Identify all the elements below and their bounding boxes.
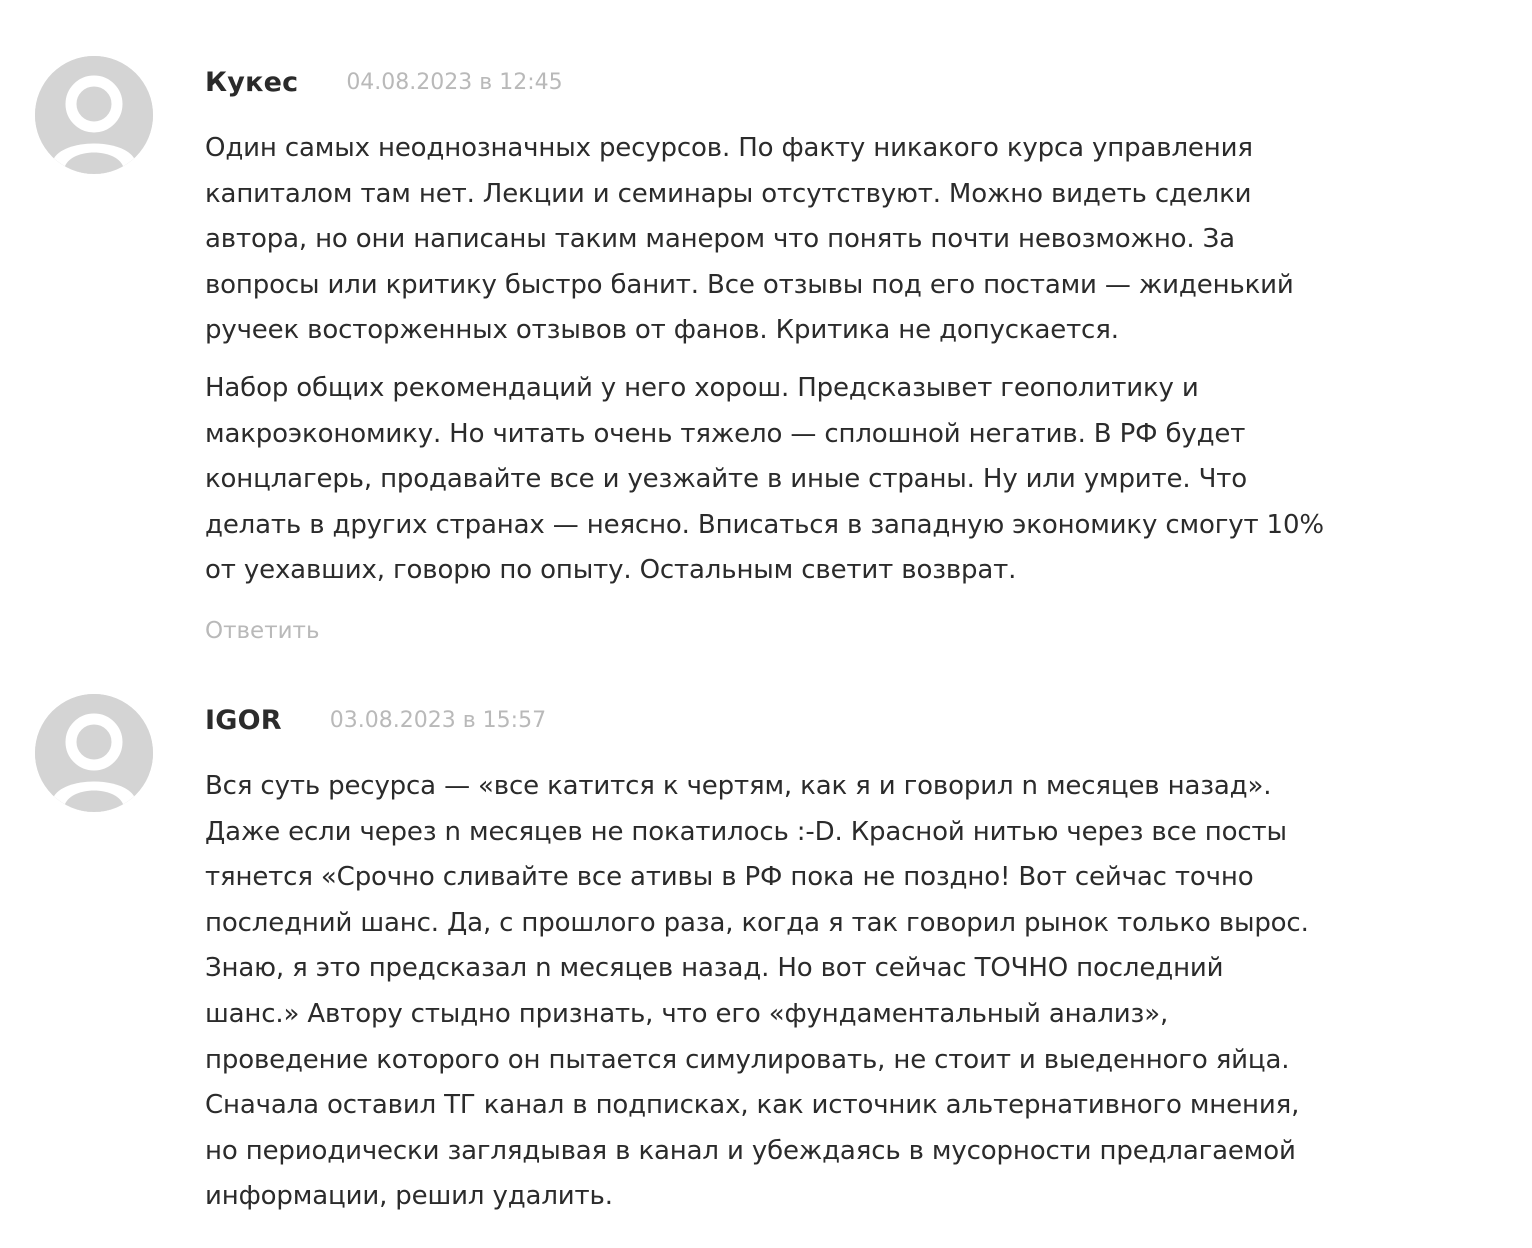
- comment-author: IGOR: [205, 704, 282, 736]
- comment-text-line: Знаю, я это предсказал n месяцев назад. Но вот сейчас ТОЧНО последний: [205, 953, 1224, 984]
- comment-text-line: Вся суть ресурса — «все катится к чертям, как я и говорил n месяцев назад».: [205, 771, 1272, 801]
- comment-text-line: вопросы или критику быстро банит. Все отзывы под его постами — жиденький: [205, 269, 1294, 300]
- comment-text-line: информации, решил удалить.: [205, 1181, 613, 1212]
- comment-body: [205, 126, 1495, 594]
- comment-text-line: автора, но они написаны таким манером что понять почти невозможно. За: [205, 224, 1235, 255]
- comment-header: [205, 60, 563, 104]
- comment-header: [205, 698, 546, 742]
- user-placeholder-icon: [35, 694, 153, 812]
- comment-text-line: делать в других странах — неясно. Вписаться в западную экономику смогут 10%: [205, 509, 1324, 540]
- comment-date: 03.08.2023 в 15:57: [329, 707, 547, 733]
- comment-paragraph: [205, 126, 1495, 354]
- user-placeholder-icon: [35, 56, 153, 174]
- comment-text-line: шанс.» Автору стыдно признать, что его «фундаментальный анализ»,: [205, 998, 1169, 1029]
- comment-text-line: Даже если через n месяцев не покатилось :-D. Красной нитью через все посты: [205, 816, 1287, 847]
- comment-text-line: от уехавших, говорю по опыту. Остальным светит возврат.: [205, 555, 1017, 586]
- comment-text-line: последний шанс. Да, с прошлого раза, когда я так говорил рынок только вырос.: [205, 907, 1309, 938]
- comment-text-line: проведение которого он пытается симулировать, не стоит и выеденного яйца.: [205, 1044, 1290, 1075]
- comment-date: 04.08.2023 в 12:45: [346, 69, 563, 95]
- comment-text-line: макроэкономику. Но читать очень тяжело — сплошной негатив. В РФ будет: [205, 418, 1246, 449]
- comment-text-line: но периодически заглядывая в канал и убеждаясь в мусорности предлагаемой: [205, 1135, 1296, 1166]
- comment-text-line: капиталом там нет. Лекции и семинары отсутствуют. Можно видеть сделки: [205, 178, 1252, 209]
- comment-author: Кукес: [205, 66, 299, 98]
- comment-text-line: тянется «Срочно сливайте все ативы в РФ пока не поздно! Вот сейчас точно: [205, 862, 1254, 893]
- comment-paragraph: [205, 366, 1495, 594]
- comment-text-line: концлагерь, продавайте все и уезжайте в иные страны. Ну или умрите. Что: [205, 464, 1248, 495]
- comment-text-line: Один самых неоднозначных ресурсов. По факту никакого курса управления: [205, 133, 1253, 163]
- avatar: [35, 694, 153, 812]
- comment-paragraph: [205, 764, 1495, 1220]
- comment-body: [205, 764, 1495, 1220]
- reply-link[interactable]: Ответить: [205, 618, 320, 644]
- comment-text-line: ручеек восторженных отзывов от фанов. Критика не допускается.: [205, 315, 1119, 346]
- comment-text-line: Набор общих рекомендаций у него хорош. Предсказывет геополитику и: [205, 372, 1199, 403]
- comment-text-line: Сначала оставил ТГ канал в подписках, как источник альтернативного мнения,: [205, 1090, 1300, 1121]
- avatar: [35, 56, 153, 174]
